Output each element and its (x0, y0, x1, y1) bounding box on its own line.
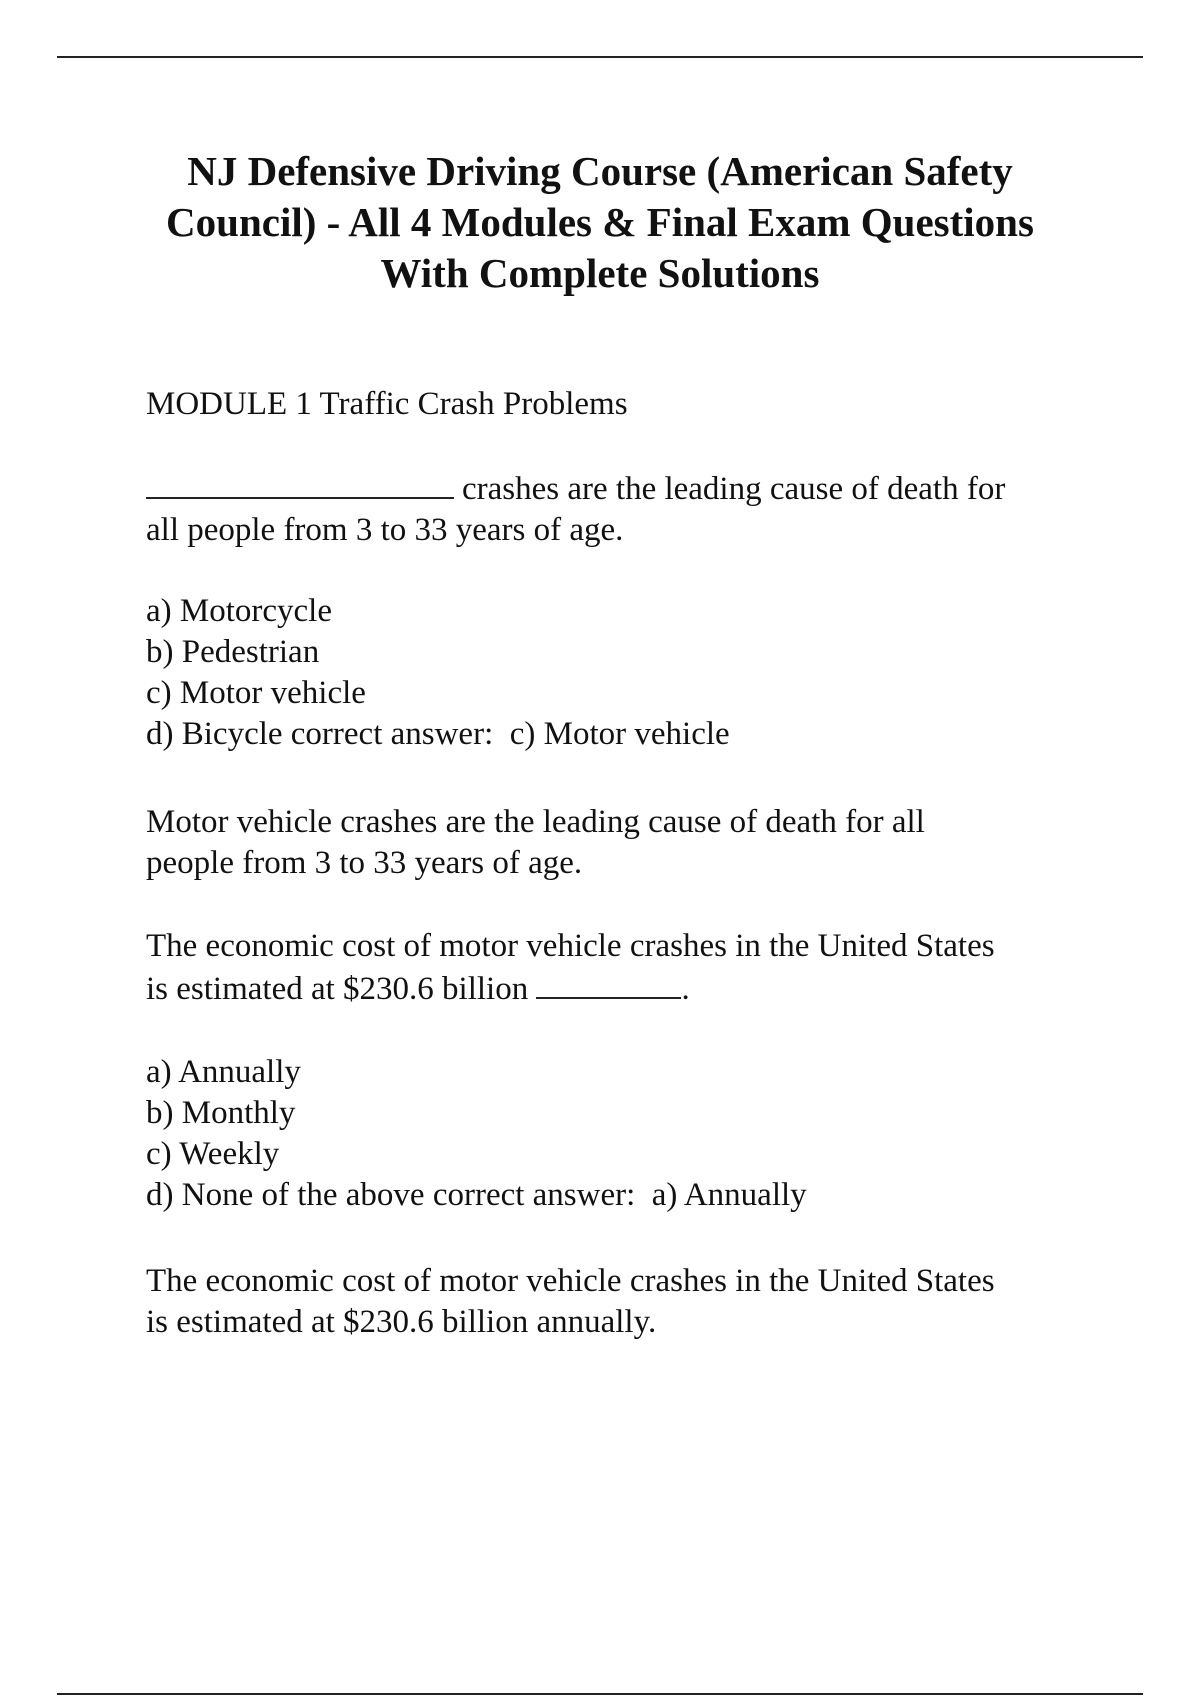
option-c: c) Weekly (146, 1136, 280, 1172)
option-b: b) Pedestrian (146, 634, 320, 670)
top-rule (57, 56, 1143, 58)
title-line-2: Council) - All 4 Modules & Final Exam Questions (166, 199, 1034, 245)
bottom-rule (57, 1693, 1143, 1695)
question-2-stem: The economic cost of motor vehicle crashes in the United States is estimated at $230.6 billion . (146, 928, 995, 1007)
question-1-options (146, 591, 1106, 755)
question-1-explanation: Motor vehicle crashes are the leading cause of death for all people from 3 to 33 years of age. (146, 804, 925, 881)
question-2-explanation: The economic cost of motor vehicle crashes in the United States is estimated at $230.6 billion annually. (146, 1263, 995, 1340)
option-b: b) Monthly (146, 1095, 296, 1131)
option-a: a) Motorcycle (146, 593, 332, 629)
fill-in-blank (146, 467, 454, 499)
document-title (100, 146, 1100, 299)
option-c: c) Motor vehicle (146, 675, 366, 711)
question-1-stem: crashes are the leading cause of death for all people from 3 to 33 years of age. (146, 467, 1106, 551)
option-d-answer: d) Bicycle correct answer: c) Motor vehicle (146, 716, 730, 752)
module-heading: MODULE 1 Traffic Crash Problems (146, 386, 628, 422)
fill-in-blank (536, 967, 681, 999)
question-2-options (146, 1052, 1106, 1216)
title-line-3: With Complete Solutions (380, 250, 820, 296)
option-d-answer: d) None of the above correct answer: a) Annually (146, 1177, 807, 1213)
option-a: a) Annually (146, 1054, 301, 1090)
title-line-1: NJ Defensive Driving Course (American Safety (187, 148, 1013, 194)
